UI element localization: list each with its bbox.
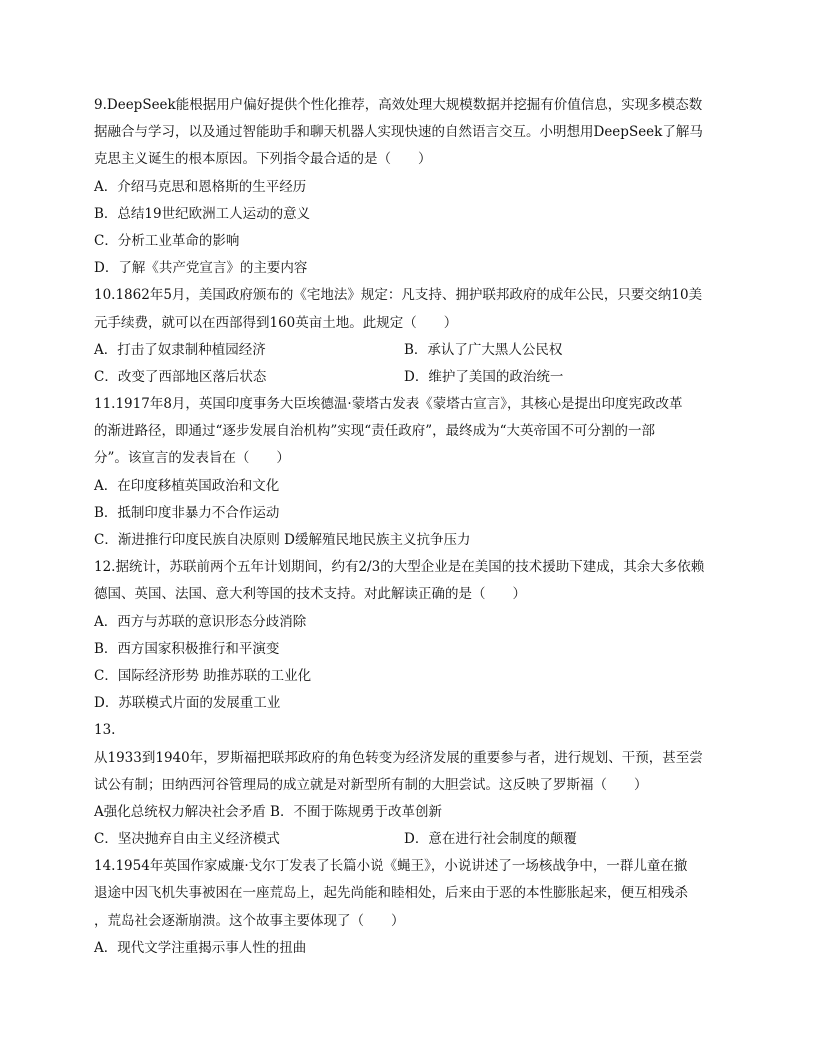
option-c: C．国际经济形势 助推苏联的工业化 xyxy=(94,667,312,684)
option-c: C．坚决抛弃自由主义经济模式 xyxy=(94,831,280,848)
question-13 xyxy=(94,717,734,853)
option-d: D．苏联模式片面的发展重工业 xyxy=(94,695,281,712)
question-stem-line: ，荒岛社会逐渐崩溃。这个故事主要体现了（ ） xyxy=(94,912,405,929)
exam-page xyxy=(94,92,734,962)
option-c: C．渐进推行印度民族自决原则 D缓解殖民地民族主义抗争压力 xyxy=(94,532,471,548)
option-b: B．总结19世纪欧洲工人运动的意义 xyxy=(94,205,311,222)
option-b: B．西方国家积极推行和平演变 xyxy=(94,640,280,657)
question-stem-line: 克思主义诞生的根本原因。下列指令最合适的是（ ） xyxy=(94,151,432,168)
question-stem-line: 据融合与学习，以及通过智能助手和聊天机器人实现快速的自然语言交互。小明想用DeepSeek了解马 xyxy=(94,124,703,141)
option-a: A．打击了奴隶制种植园经济 xyxy=(94,341,266,358)
question-number: 13. xyxy=(94,722,116,739)
question-stem-line: 分”。该宣言的发表旨在（ ） xyxy=(94,450,290,467)
option-a: A．现代文学注重揭示事人性的扭曲 xyxy=(94,939,307,956)
question-stem-line: 14.1954年英国作家威廉·戈尔丁发表了长篇小说《蝇王》，小说讲述了一场核战争中，一群儿童在撤 xyxy=(94,858,688,875)
question-stem-line: 10.1862年5月，美国政府颁布的《宅地法》规定：凡支持、拥护联邦政府的成年公民，只要交纳10美 xyxy=(94,287,703,304)
question-9 xyxy=(94,92,734,282)
question-stem-line: 试公有制；田纳西河谷管理局的成立就是对新型所有制的大胆尝试。这反映了罗斯福（ ） xyxy=(94,776,648,793)
question-14 xyxy=(94,853,734,962)
option-a: A．介绍马克思和恩格斯的生平经历 xyxy=(94,178,307,195)
option-b: B．承认了广大黑人公民权 xyxy=(404,341,563,358)
option-d: D．维护了美国的政治统一 xyxy=(404,368,564,385)
option-row xyxy=(94,364,734,391)
option-c: C．改变了西部地区落后状态 xyxy=(94,368,267,385)
option-d: D．了解《共产党宣言》的主要内容 xyxy=(94,260,308,277)
question-stem-line: 12.据统计，苏联前两个五年计划期间，约有2/3的大型企业是在美国的技术援助下建成，其余大多依赖 xyxy=(94,559,705,576)
option-a: A．在印度移植英国政治和文化 xyxy=(94,477,280,494)
question-10 xyxy=(94,282,734,391)
question-stem-line: 德国、英国、法国、意大利等国的技术支持。对此解读正确的是（ ） xyxy=(94,586,526,603)
option-ab: A强化总统权力解决社会矛盾 B．不囿于陈规勇于改革创新 xyxy=(94,803,442,820)
option-a: A．西方与苏联的意识形态分歧消除 xyxy=(94,613,307,630)
option-row xyxy=(94,826,734,853)
question-11 xyxy=(94,391,734,554)
question-stem-line: 9.DeepSeek能根据用户偏好提供个性化推荐，高效处理大规模数据并挖掘有价值信息，实现多模态数 xyxy=(94,97,703,113)
question-stem-line: 元手续费，就可以在西部得到160英亩土地。此规定（ ） xyxy=(94,314,458,331)
question-stem-line: 11.1917年8月，英国印度事务大臣埃德温·蒙塔古发表《蒙塔古宣言》，其核心是提出印度宪政改革 xyxy=(94,396,683,413)
option-c: C．分析工业革命的影响 xyxy=(94,232,240,249)
question-stem-line: 从1933到1940年，罗斯福把联邦政府的角色转变为经济发展的重要参与者，进行规划、干预，甚至尝 xyxy=(94,749,703,766)
question-12 xyxy=(94,554,734,717)
question-stem-line: 的渐进路径，即通过“逐步发展自治机构”实现“责任政府”，最终成为“大英帝国不可分割的一部 xyxy=(94,423,656,440)
option-row xyxy=(94,337,734,364)
option-d: D．意在进行社会制度的颠覆 xyxy=(404,831,577,848)
question-stem-line: 退途中因飞机失事被困在一座荒岛上，起先尚能和睦相处，后来由于恶的本性膨胀起来，便互相残杀 xyxy=(94,885,688,902)
option-b: B．抵制印度非暴力不合作运动 xyxy=(94,504,280,521)
